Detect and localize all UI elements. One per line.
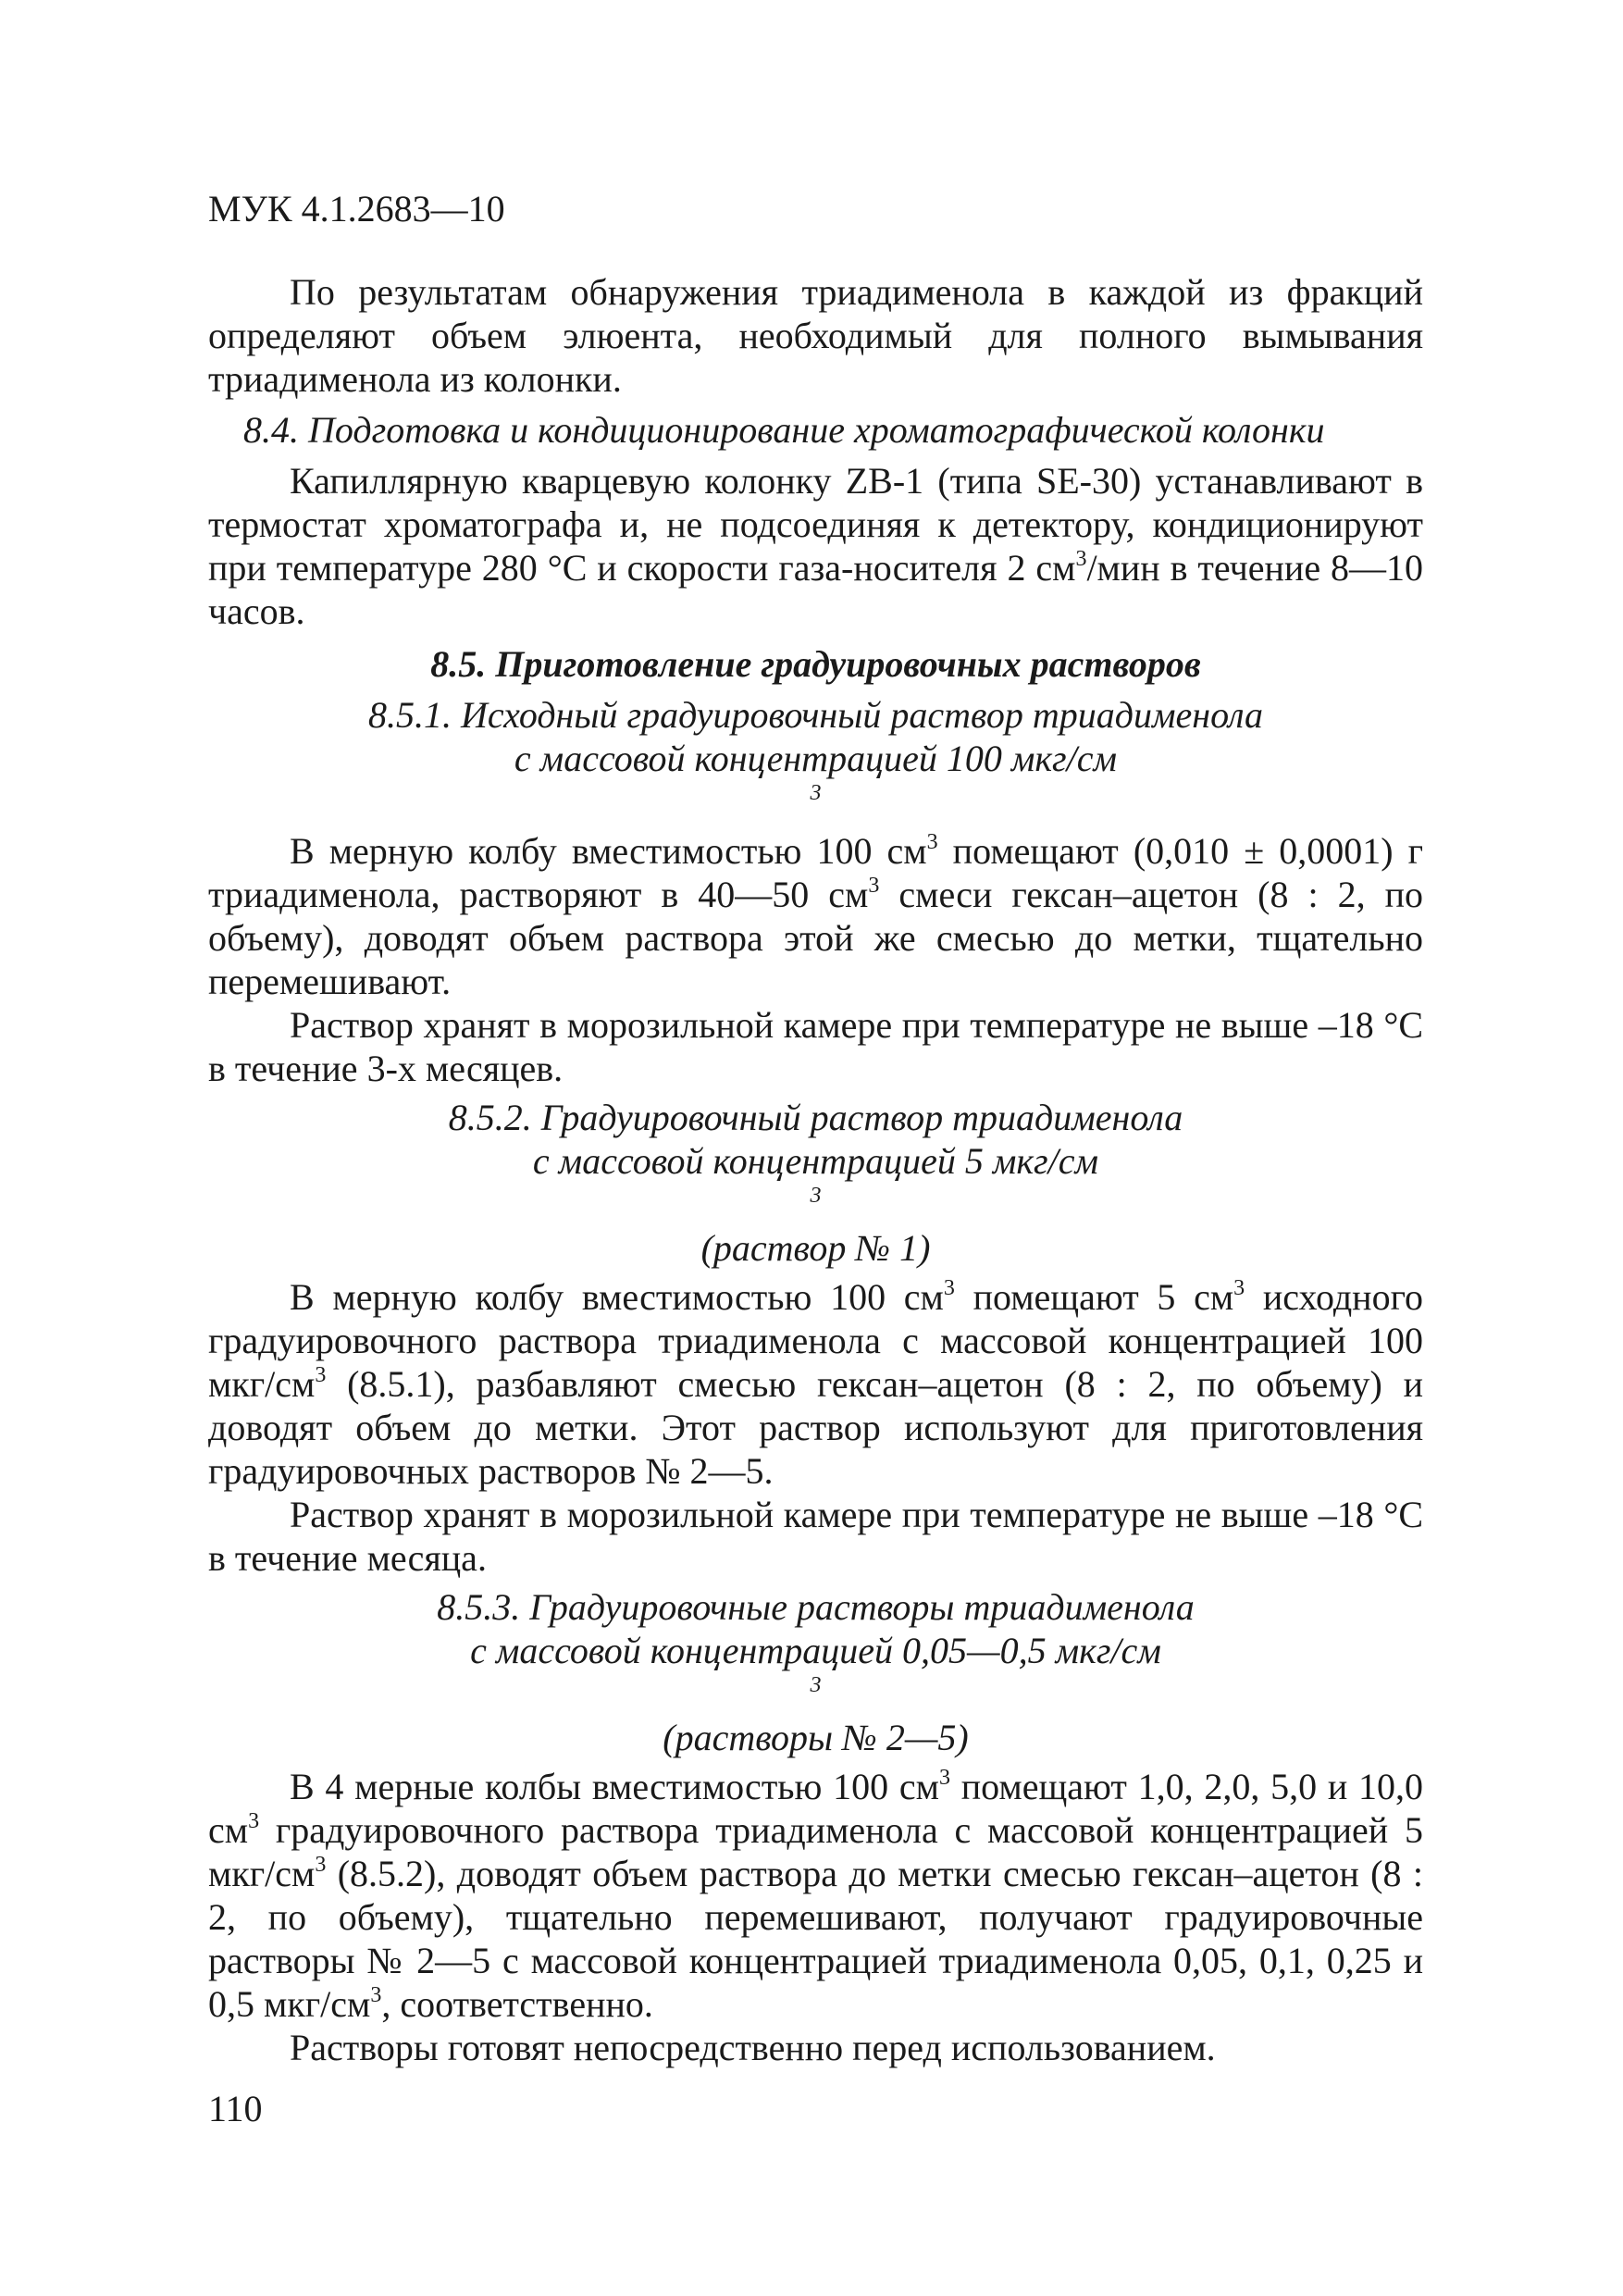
page-number: 110 <box>208 2088 263 2129</box>
paragraph-stock-solution: В мерную колбу вместимостью 100 $см^3$ помещают (0,010 ± 0,0001) г триадименола, растворяют в 40—50 $см^3$ смеси гексан–ацетон (8 : 2, по объему), доводят объем раствора этой же смесью до метки, тщательно перемешивают. <box>208 829 1423 1002</box>
paragraph-solution-1: В мерную колбу вместимостью 100 $см^3$ помещают 5 $см^3$ исходного градуировочного раствора триадименола с массовой концентрацией 100 мкг/$см^3$ (8.5.1), разбавляют смесью гексан–ацетон (8 : 2, по объему) и доводят объем до метки. Этот раствор используют для приготовления градуировочных растворов № 2—5. <box>208 1275 1424 1492</box>
subsection-heading-8-5-3: 8.5.3. Градуировочные растворы триадименола с массовой концентрацией 0,05—0,5 мкг/см $^3$ (растворы № 2—5) <box>437 1586 1195 1758</box>
subsection-heading-8-5-2: 8.5.2. Градуировочный раствор триадименола с массовой концентрацией 5 мкг/см $^3$ (раствор № 1) <box>448 1097 1183 1269</box>
section-heading-8-4: 8.4. Подготовка и кондиционирование хроматографической колонки <box>243 409 1325 451</box>
paragraph-stock-storage: Раствор хранят в морозильной камере при температуре не выше –18 °С в течение 3-х месяцев. <box>208 1004 1423 1089</box>
document-body <box>208 270 1423 2069</box>
section-heading-8-5: 8.5. Приготовление градуировочных растворов <box>430 643 1201 685</box>
document-id-header: МУК 4.1.2683—10 <box>208 188 505 230</box>
subsection-heading-8-5-1: 8.5.1. Исходный градуировочный раствор триадименола с массовой концентрацией 100 мкг/см $^3$ <box>367 694 1264 805</box>
paragraph-fraction-results: По результатам обнаружения триадименола в каждой из фракций определяют объем элюента, необходимый для полного вымывания триадименола из колонки. <box>208 271 1423 400</box>
paragraph-solutions-2-5: В 4 мерные колбы вместимостью 100 $см^3$ помещают 1,0, 2,0, 5,0 и 10,0 $см^3$ градуировочного раствора триадименола с массовой концентрацией 5 мкг/$см^3$ (8.5.2), доводят объем раствора до метки смесью гексан–ацетон (8 : 2, по объему), тщательно перемешивают, получают градуировочные растворы № 2—5 с массовой концентрацией триадименола 0,05, 0,1, 0,25 и 0,5 мкг/$см^3$, соответственно. <box>208 1765 1423 2025</box>
paragraph-solution-1-storage: Раствор хранят в морозильной камере при температуре не выше –18 °С в течение месяца. <box>208 1494 1423 1579</box>
paragraph-prepare-before-use: Растворы готовят непосредственно перед использованием. <box>290 2027 1216 2068</box>
paragraph-column-conditioning: Капиллярную кварцевую колонку ZB-1 (типа SE-30) устанавливают в термостат хроматографа и, не подсоединяя к детектору, кондиционируют при температуре 280 °С и скорости газа-носителя 2 $см^3$/мин в течение 8—10 часов. <box>208 460 1423 632</box>
